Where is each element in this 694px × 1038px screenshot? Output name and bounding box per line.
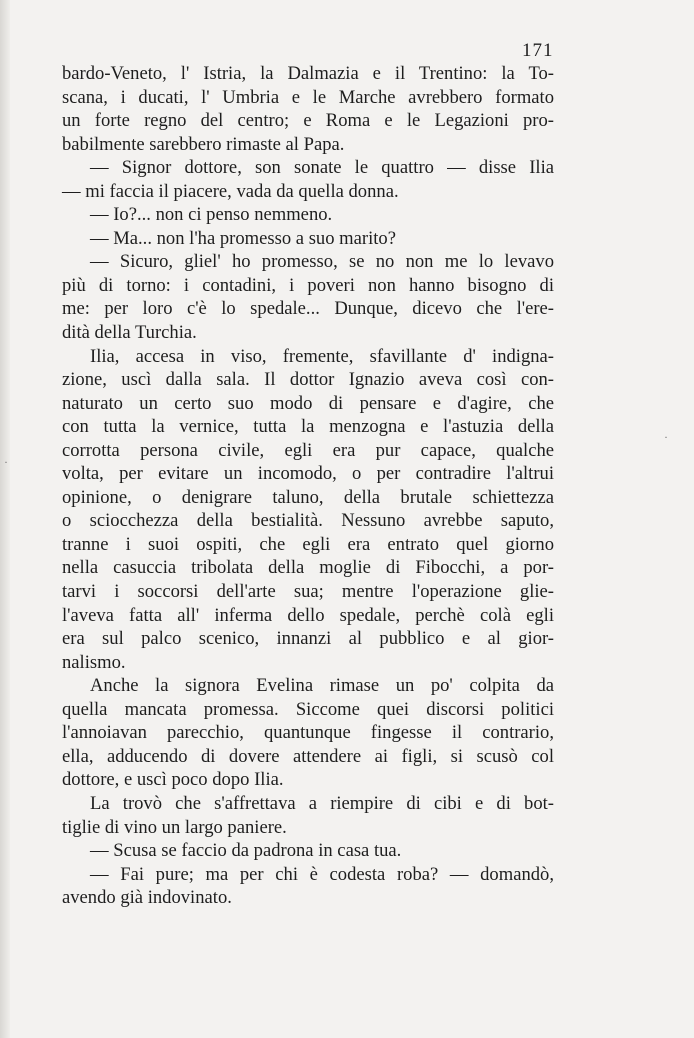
text-line: bardo-Veneto, l' Istria, la Dalmazia e il Trentino: la To-	[62, 63, 554, 84]
text-line: nalismo.	[62, 651, 126, 673]
text-line: quella mancata promessa. Siccome quei discorsi politici	[62, 698, 554, 720]
text-line: — mi faccia il piacere, vada da quella donna.	[62, 180, 399, 202]
text-line: Ilia, accesa in viso, fremente, sfavillante d' indigna-	[90, 345, 554, 367]
text-line: con tutta la vernice, tutta la menzogna e l'astuzia della	[62, 416, 554, 438]
page-binding-edge	[0, 0, 10, 1038]
text-line: me: per loro c'è lo spedale... Dunque, dicevo che l'ere-	[62, 298, 554, 320]
text-line: scana, i ducati, l' Umbria e le Marche avrebbero formato	[62, 86, 554, 108]
text-line: volta, per evitare un incomodo, o per contradire l'altrui	[62, 463, 554, 485]
text-line: avendo già indovinato.	[62, 887, 232, 909]
text-line: zione, uscì dalla sala. Il dottor Ignazio aveva così con-	[62, 369, 554, 391]
text-line: — Ma... non l'ha promesso a suo marito?	[90, 227, 396, 249]
text-line: o sciocchezza della bestialità. Nessuno avrebbe saputo,	[62, 510, 554, 532]
text-line: l'annoiavan parecchio, quantunque fingesse il contrario,	[62, 722, 554, 744]
text-line: più di torno: i contadini, i poveri non hanno bisogno di	[62, 274, 554, 296]
text-line: — Signor dottore, son sonate le quattro — disse Ilia	[90, 157, 554, 179]
text-line: tranne i suoi ospiti, che egli era entrato quel giorno	[62, 533, 554, 555]
text-line: era sul palco scenico, innanzi al pubblico e al gior-	[62, 628, 554, 650]
text-line: l'aveva fatta all' inferma dello spedale, perchè colà egli	[62, 604, 554, 626]
text-line: La trovò che s'affrettava a riempire di cibi e di bot-	[90, 792, 554, 814]
page-number: 171	[522, 40, 554, 61]
text-line: naturato un certo suo modo di pensare e d'agire, che	[62, 392, 554, 414]
margin-speck: ·	[664, 430, 668, 444]
text-line: opinione, o denigrare taluno, della brutale schiettezza	[62, 486, 554, 508]
text-line: babilmente sarebbero rimaste al Papa.	[62, 133, 345, 155]
text-line: un forte regno del centro; e Roma e le Legazioni pro-	[62, 110, 554, 132]
text-line: dità della Turchia.	[62, 322, 197, 344]
text-line: — Fai pure; ma per chi è codesta roba? — domandò,	[90, 863, 554, 885]
text-line: — Scusa se faccio da padrona in casa tua.	[90, 840, 402, 862]
margin-speck: ·	[4, 455, 8, 469]
text-line: tiglie di vino un largo paniere.	[62, 816, 287, 838]
text-line: tarvi i soccorsi dell'arte sua; mentre l'operazione glie-	[62, 581, 554, 603]
text-line: ella, adducendo di dovere attendere ai figli, si scusò col	[62, 745, 554, 767]
text-line: Anche la signora Evelina rimase un po' colpita da	[90, 675, 554, 697]
text-line: — Sicuro, gliel' ho promesso, se no non me lo levavo	[90, 251, 554, 273]
body-text	[62, 62, 554, 910]
text-line: corrotta persona civile, egli era pur capace, qualche	[62, 439, 554, 461]
text-line: dottore, e uscì poco dopo Ilia.	[62, 769, 284, 791]
text-line: nella casuccia tribolata della moglie di Fibocchi, a por-	[62, 557, 554, 579]
text-line: — Io?... non ci penso nemmeno.	[90, 204, 333, 226]
